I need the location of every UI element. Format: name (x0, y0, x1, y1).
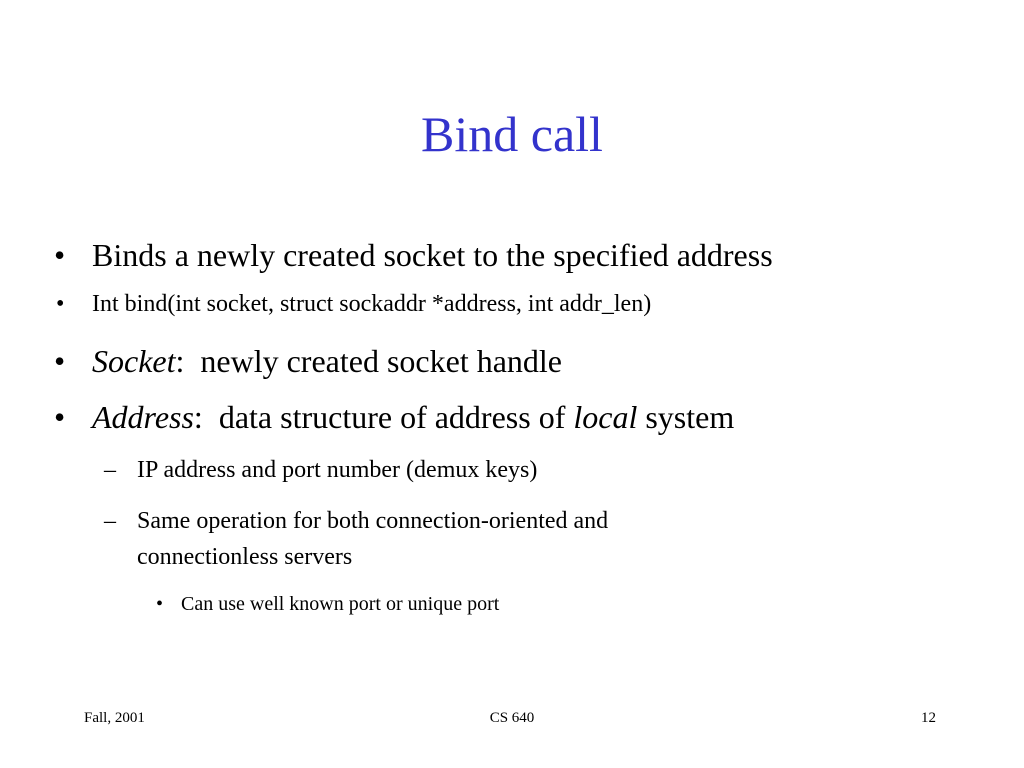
bullet-binds-socket: Binds a newly created socket to the specified address (92, 237, 773, 273)
bullet-bind-signature: Int bind(int socket, struct sockaddr *address, int addr_len) (92, 291, 652, 317)
footer-page-number: 12 (921, 710, 936, 726)
sub-bullet-ip-port: IP address and port number (demux keys) (137, 457, 538, 483)
term-socket: Socket (92, 343, 176, 379)
sub-bullet-line-1: Same operation for both connection-oriented and (137, 508, 609, 534)
bullet-socket-param (92, 342, 562, 380)
bullet-marker: • (54, 343, 66, 379)
term-address: Address (92, 399, 194, 435)
sub-bullet-line-2: connectionless servers (137, 544, 353, 570)
bullet-address-text-b: system (637, 399, 735, 435)
bullet-address-param (92, 398, 734, 436)
bullet-marker: • (54, 237, 66, 273)
bullet-address-text-a: data structure of address of (202, 399, 574, 435)
term-colon: : (175, 343, 185, 379)
term-colon: : (193, 399, 203, 435)
dash-marker: – (104, 457, 116, 483)
bullet-socket-text: newly created socket handle (184, 343, 562, 379)
bullet-marker: • (156, 593, 164, 615)
bullet-marker: • (54, 399, 66, 435)
footer-course: CS 640 (489, 710, 535, 726)
bullet-marker: • (56, 291, 65, 317)
dash-marker: – (104, 508, 116, 534)
sub-bullet-same-operation (137, 503, 608, 575)
footer-date: Fall, 2001 (84, 710, 145, 726)
sub-sub-bullet-port-choice: Can use well known port or unique port (181, 593, 500, 615)
term-local: local (573, 399, 638, 435)
slide-title: Bind call (421, 106, 603, 162)
